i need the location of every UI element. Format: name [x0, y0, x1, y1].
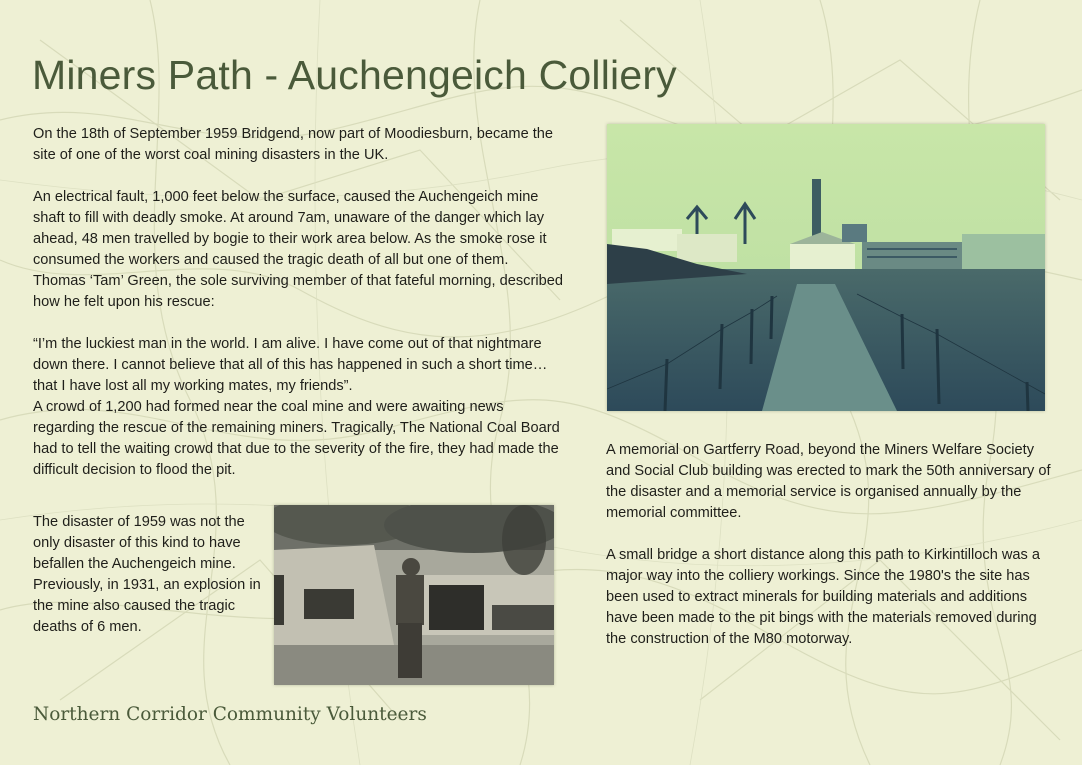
- right-column-text: [606, 440, 1056, 650]
- bridge-paragraph: A small bridge a short distance along this path to Kirkintilloch was a major way into the colliery workings. Since the 1980's the site has been used to extract minerals for building materials and additions have been made to the pit bings with the materials removed during the construction of the M80 motorway.: [606, 547, 1040, 647]
- crowd-paragraph: A crowd of 1,200 had formed near the coal mine and were awaiting news regarding the rescue of the remaining miners. Tragically, The National Coal Board had to tell the waiting crowd that due to the severity of the fire, they had made the difficult decision to flood the pit.: [33, 399, 560, 478]
- page-title: Miners Path - Auchengeich Colliery: [32, 52, 677, 98]
- footer-organisation: Northern Corridor Community Volunteers: [33, 704, 427, 725]
- earlier-disaster-text: [33, 512, 273, 638]
- colliery-photo: [607, 124, 1045, 411]
- fault-paragraph: An electrical fault, 1,000 feet below the surface, caused the Auchengeich mine shaft to fill with deadly smoke. At around 7am, unaware of the danger which lay ahead, 48 men travelled by bogie to their work area below. As the smoke rose it consumed the workers and caused the tragic death of all but one of them. Thomas ‘Tam’ Green, the sole surviving member of that fateful morning, described how he felt upon his rescue:: [33, 189, 563, 310]
- left-column-text: [33, 124, 563, 481]
- memorial-paragraph: A memorial on Gartferry Road, beyond the Miners Welfare Society and Social Club building was erected to mark the 50th anniversary of the disaster and a memorial service is organised annually by the memorial committee.: [606, 442, 1051, 521]
- quote-paragraph: “I’m the luckiest man in the world. I am alive. I have come out of that nightmare down there. I cannot believe that all of this has happened in such a short time… that I have lost all my working mates, my friends”.: [33, 336, 548, 394]
- intro-paragraph: On the 18th of September 1959 Bridgend, now part of Moodiesburn, became the site of one of the worst coal mining disasters in the UK.: [33, 126, 554, 163]
- earlier-disaster-paragraph: The disaster of 1959 was not the only disaster of this kind to have befallen the Auchengeich mine. Previously, in 1931, an explosion in the mine also caused the tragic deaths of 6 men.: [33, 514, 261, 635]
- statue-memorial-photo: [274, 505, 554, 685]
